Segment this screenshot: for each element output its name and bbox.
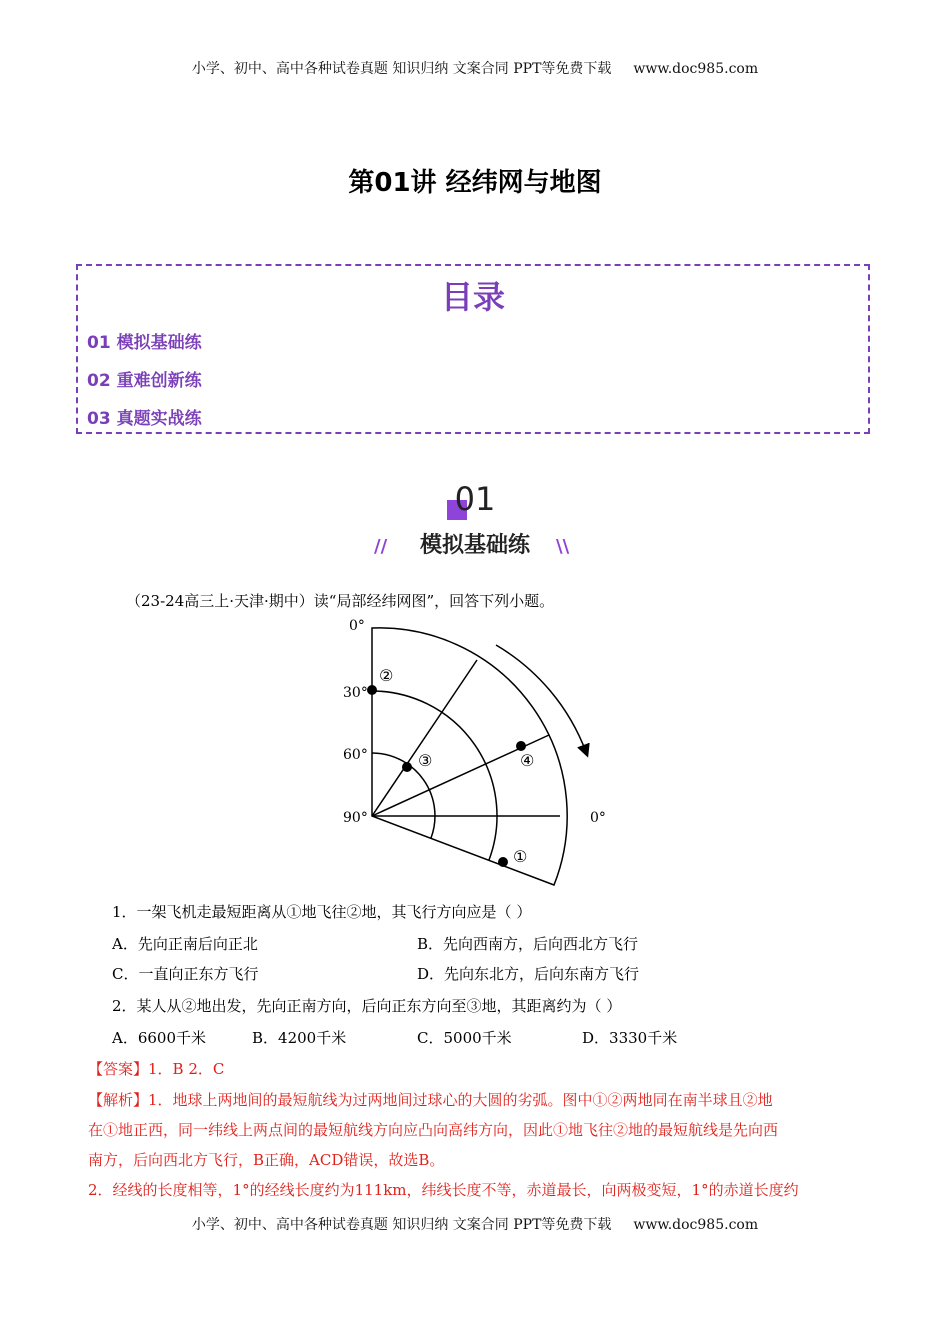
analysis-tag: 【解析】 [88, 1091, 149, 1109]
question-1-option-c[interactable]: C．一直向正东方飞行 [112, 965, 259, 983]
question-2-stem: 2．某人从②地出发，先向正南方向，后向正东方向至③地，其距离约为（ ） [112, 997, 622, 1015]
analysis-line-2: 在①地正西，同一纬线上两点间的最短航线方向应凸向高纬方向，因此①地飞往②地的最短航线是先向西 [88, 1121, 779, 1139]
toc-item-3[interactable]: 03 真题实战练 [87, 409, 202, 429]
label-lat30: 30° [343, 685, 368, 701]
section-right-mark: \\ [556, 536, 570, 557]
question-2-option-b[interactable]: B．4200千米 [252, 1029, 347, 1047]
label-lat90: 90° [343, 810, 368, 826]
label-point-2: ② [379, 666, 394, 685]
question-2-option-a[interactable]: A．6600千米 [112, 1029, 207, 1047]
label-lon0: 0° [590, 810, 606, 826]
section-name: 模拟基础练 [419, 533, 530, 558]
toc-heading: 目录 [440, 278, 505, 316]
toc-item-1[interactable]: 01 模拟基础练 [87, 333, 202, 353]
page-footer [0, 1214, 950, 1234]
question-intro: （23-24高三上·天津·期中）读“局部经纬网图”，回答下列小题。 [126, 592, 555, 610]
footer-url[interactable]: www.doc985.com [633, 1217, 759, 1233]
header-url[interactable]: www.doc985.com [633, 61, 759, 77]
label-lat60: 60° [343, 747, 368, 763]
toc-box [76, 264, 870, 434]
lecture-title: 第01讲 经纬网与地图 [348, 168, 602, 198]
footer-text: 小学、初中、高中各种试卷真题 知识归纳 文案合同 PPT等免费下载 [191, 1217, 612, 1233]
section-number: 01 [454, 480, 496, 518]
point-3-dot [402, 762, 412, 772]
label-point-1: ① [513, 847, 528, 866]
question-1-stem: 1．一架飞机走最短距离从①地飞往②地，其飞行方向应是（ ） [112, 903, 532, 921]
answer-tag: 【答案】 [88, 1060, 149, 1078]
question-2-option-d[interactable]: D．3330千米 [582, 1029, 678, 1047]
question-1-option-d[interactable]: D．先向东北方，后向东南方飞行 [417, 965, 640, 983]
question-1-option-b[interactable]: B．先向西南方，后向西北方飞行 [417, 935, 639, 953]
point-4-dot [516, 741, 526, 751]
point-2-dot [367, 685, 377, 695]
analysis-text-1: 1．地球上两地间的最短航线为过两地间过球心的大圆的劣弧。图中①②两地同在南半球且②地 [148, 1091, 773, 1109]
header-text: 小学、初中、高中各种试卷真题 知识归纳 文案合同 PPT等免费下载 [191, 61, 612, 77]
toc-item-2[interactable]: 02 重难创新练 [87, 371, 202, 391]
page-header [0, 58, 950, 78]
analysis-line-4: 2．经线的长度相等，1°的经线长度约为111km，纬线长度不等，赤道最长，向两极变短，1°的赤道长度约 [88, 1181, 799, 1199]
label-point-3: ③ [418, 751, 433, 770]
analysis-line-3: 南方，后向西北方飞行，B正确，ACD错误，故选B。 [88, 1151, 445, 1169]
rotation-arrow [496, 645, 586, 752]
graticule-figure [338, 612, 628, 902]
analysis-line-1 [88, 1089, 773, 1111]
answer-line [88, 1058, 224, 1080]
lat-arc-30 [372, 691, 497, 860]
label-point-4: ④ [520, 751, 535, 770]
section-left-mark: // [374, 536, 388, 557]
label-lat0: 0° [349, 618, 365, 634]
question-2-option-c[interactable]: C．5000千米 [417, 1029, 512, 1047]
outer-boundary [372, 628, 567, 885]
point-1-dot [498, 857, 508, 867]
question-1-option-a[interactable]: A．先向正南后向正北 [112, 935, 258, 953]
answer-text: 1．B 2．C [148, 1060, 225, 1078]
